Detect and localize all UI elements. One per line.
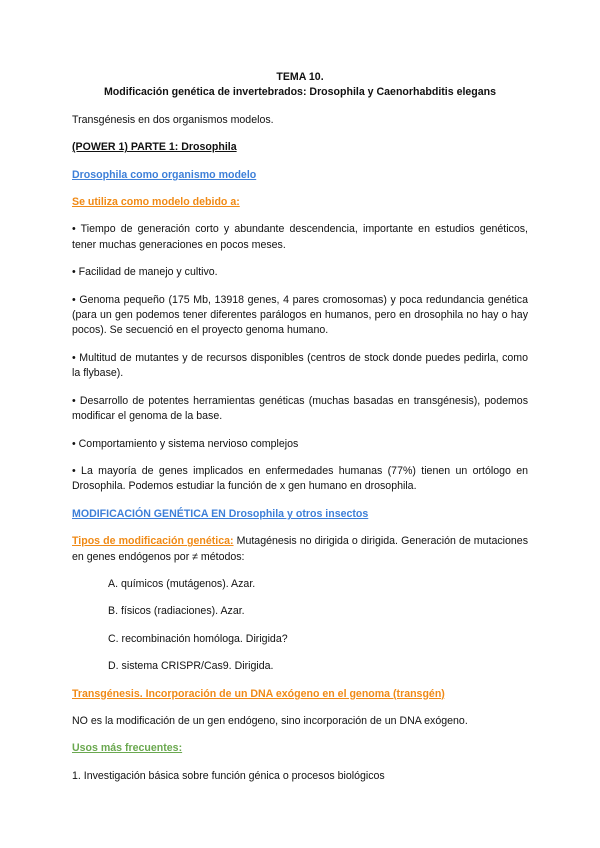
method-item: D. sistema CRISPR/Cas9. Dirigida. [108, 660, 274, 673]
reason-item: • Desarrollo de potentes herramientas genéticas (muchas basadas en transgénesis), podemos modificar el genoma de la base. [72, 394, 528, 423]
use-item: 1. Investigación básica sobre función génica o procesos biológicos [72, 769, 385, 782]
reason-item: • Facilidad de manejo y cultivo. [72, 266, 218, 279]
types-text: Mutagénesis no dirigida o dirigida. Generación de mutaciones en genes endógenos por ≠ métodos: [72, 535, 528, 563]
method-item: B. físicos (radiaciones). Azar. [108, 605, 245, 618]
transgenesis-paragraph: NO es la modificación de un gen endógeno, sino incorporación de un DNA exógeno. [72, 714, 468, 727]
types-paragraph [72, 534, 528, 565]
reason-item: • La mayoría de genes implicados en enfermedades humanas (77%) tienen un ortólogo en Drosophila. Podemos estudiar la función de x gen humano en drosophila. [72, 464, 528, 493]
doc-title: Modificación genética de invertebrados: Drosophila y Caenorhabditis elegans [103, 86, 497, 99]
part1-heading: (POWER 1) PARTE 1: Drosophila [72, 141, 237, 154]
doc-title-number: TEMA 10. [276, 71, 324, 83]
section-heading-model: Drosophila como organismo modelo [72, 168, 257, 181]
reason-item: • Comportamiento y sistema nervioso complejos [72, 437, 299, 450]
intro-paragraph: Transgénesis en dos organismos modelos. [72, 113, 274, 126]
transgenesis-heading: Transgénesis. Incorporación de un DNA exógeno en el genoma (transgén) [72, 687, 445, 700]
method-item: C. recombinación homóloga. Dirigida? [108, 632, 288, 645]
types-label: Tipos de modificación genética: [72, 535, 234, 548]
section-heading-modification: MODIFICACIÓN GENÉTICA EN Drosophila y otros insectos [72, 507, 369, 520]
reason-item: • Tiempo de generación corto y abundante descendencia, importante en estudios genéticos, tener muchas generaciones en pocos meses. [72, 223, 528, 251]
subsection-heading-used-as: Se utiliza como modelo debido a: [72, 196, 240, 209]
method-item: A. químicos (mutágenos). Azar. [108, 577, 256, 590]
uses-heading: Usos más frecuentes: [72, 742, 183, 755]
reason-item: • Genoma pequeño (175 Mb, 13918 genes, 4 pares cromosomas) y poca redundancia genética (para un gen podemos tener diferentes parálogos en humanos, pero en drosophila no hay o hay pocos). Se secuenció en el proyecto genoma humano. [72, 293, 528, 337]
reason-item: • Multitud de mutantes y de recursos disponibles (centros de stock donde puedes pedirla, como la flybase). [72, 351, 528, 380]
